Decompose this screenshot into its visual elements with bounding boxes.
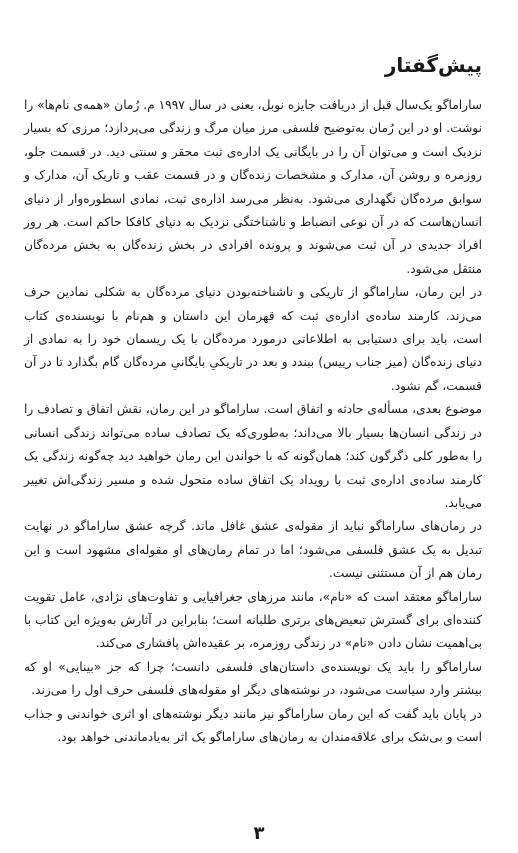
paragraph-name: ساراماگو معتقد است که «نام»، مانند مرزهای جغرافیایی و تفاوت‌های نژادی، عامل تقویت کننده‌ای برای گسترش تبعیض‌های برتری طلبانه است؛ بنابراین در آثارش به‌ویژه این کتاب با بی‌اهمیت نشان دادن «نام» در زندگی روزمره، بر عقیده‌اش پافشاری می‌کند.	[24, 589, 482, 651]
paragraph-philosophy: ساراماگو را باید یک نویسنده‌ی داستان‌های فلسفی دانست؛ چرا که جز «بینایی» او که بیشتر وارد سیاست می‌شود، در نوشته‌های دیگر او مقوله‌های فلسفی حرف اول را می‌زند.	[24, 659, 482, 698]
paragraph-chance: موضوع بعدی، مسأله‌ی حادثه و اتفاق است. ساراماگو در این رمان، نقش اتفاق و تصادف را در زندگی انسان‌ها بسیار بالا می‌داند؛ به‌طوری‌که یک تصادف ساده می‌تواند زندگی انسانی را به‌طور کلی دگرگون کند؛ همان‌گونه که با خواندن این رمان خواهید دید چه‌گونه زندگی یک کارمند ساده‌ی اداره‌ی ثبت با رویداد یک اتفاق ساده متحول شده و مسیر زندگی‌اش تغییر می‌یابد.	[24, 402, 482, 510]
paragraph-conclusion: در پایان باید گفت که این رمان ساراماگو نیز مانند دیگر نوشته‌های او اثری خواندنی و جذاب است و بی‌شک برای علاقه‌مندان به رمان‌های ساراماگو یک اثر به‌یادماندنی خواهد بود.	[24, 706, 482, 744]
paragraph-love: در رمان‌های ساراماگو نباید از مقوله‌ی عشق غافل ماند. گرچه عشق ساراماگو در نهایت تبدیل به یک عشق فلسفی می‌شود؛ اما در تمام رمان‌های او مقوله‌ای مشهود است و این رمان هم از آن مستثنی نیست.	[24, 519, 482, 581]
page-number: ۳	[253, 823, 265, 844]
body-text	[24, 94, 482, 749]
paragraph-dead-world: در این رمان، ساراماگو از تاریکی و ناشناخته‌بودن دنیای مرده‌گان به شکلی نمادین حرف می‌زند. کارمند ساده‌ی اداره‌ی ثبت که قهرمان این داستان و هم‌نام با نویسنده‌ی کتاب است، باید برای دستیابی به اطلاعاتی درمورد مرده‌گان با یک ریسمان خود را به نمادی از دنیای زنده‌گان (میز جناب رییس) ببندد و بعد در تاریکیِ بایگانیِ مرده‌گان گام بگذارد تا در آن قسمت، گم نشود.	[24, 285, 482, 393]
page-title: پیش‌گفتار	[384, 53, 482, 77]
paragraph-intro: ساراماگو یک‌سال قبل از دریافت جایزه نوبل، یعنی در سال ۱۹۹۷ م. رُمان «همه‌ی نام‌ها» را نوشت. او در این رُمان به‌توضیح فلسفی مرز میان مرگ و زندگی می‌پردازد؛ مرزی که بسیار نزدیک است و می‌توان آن را در بایگانی یک اداره‌ی ثبت محقر و سنتی دید. در قسمت جلو، روزمره و روشن آن، مدارک و مشخصات زنده‌گان و در قسمت عقب و تاریک آن، مدارک و سوابق مرده‌گان نگهداری می‌شود. به‌نظر می‌رسد اداره‌ی ثبت، نمادی اسطوره‌وار از دنیای انسان‌هاست که در آن نوعی انضباط و ناشناختگی نزدیک به دنیای کافکا حاکم است. هر روز افراد جدیدی در آن ثبت می‌شوند و پرونده افرادی در بخش زنده‌گان به بخش مرده‌گان منتقل می‌شود.	[24, 98, 482, 276]
